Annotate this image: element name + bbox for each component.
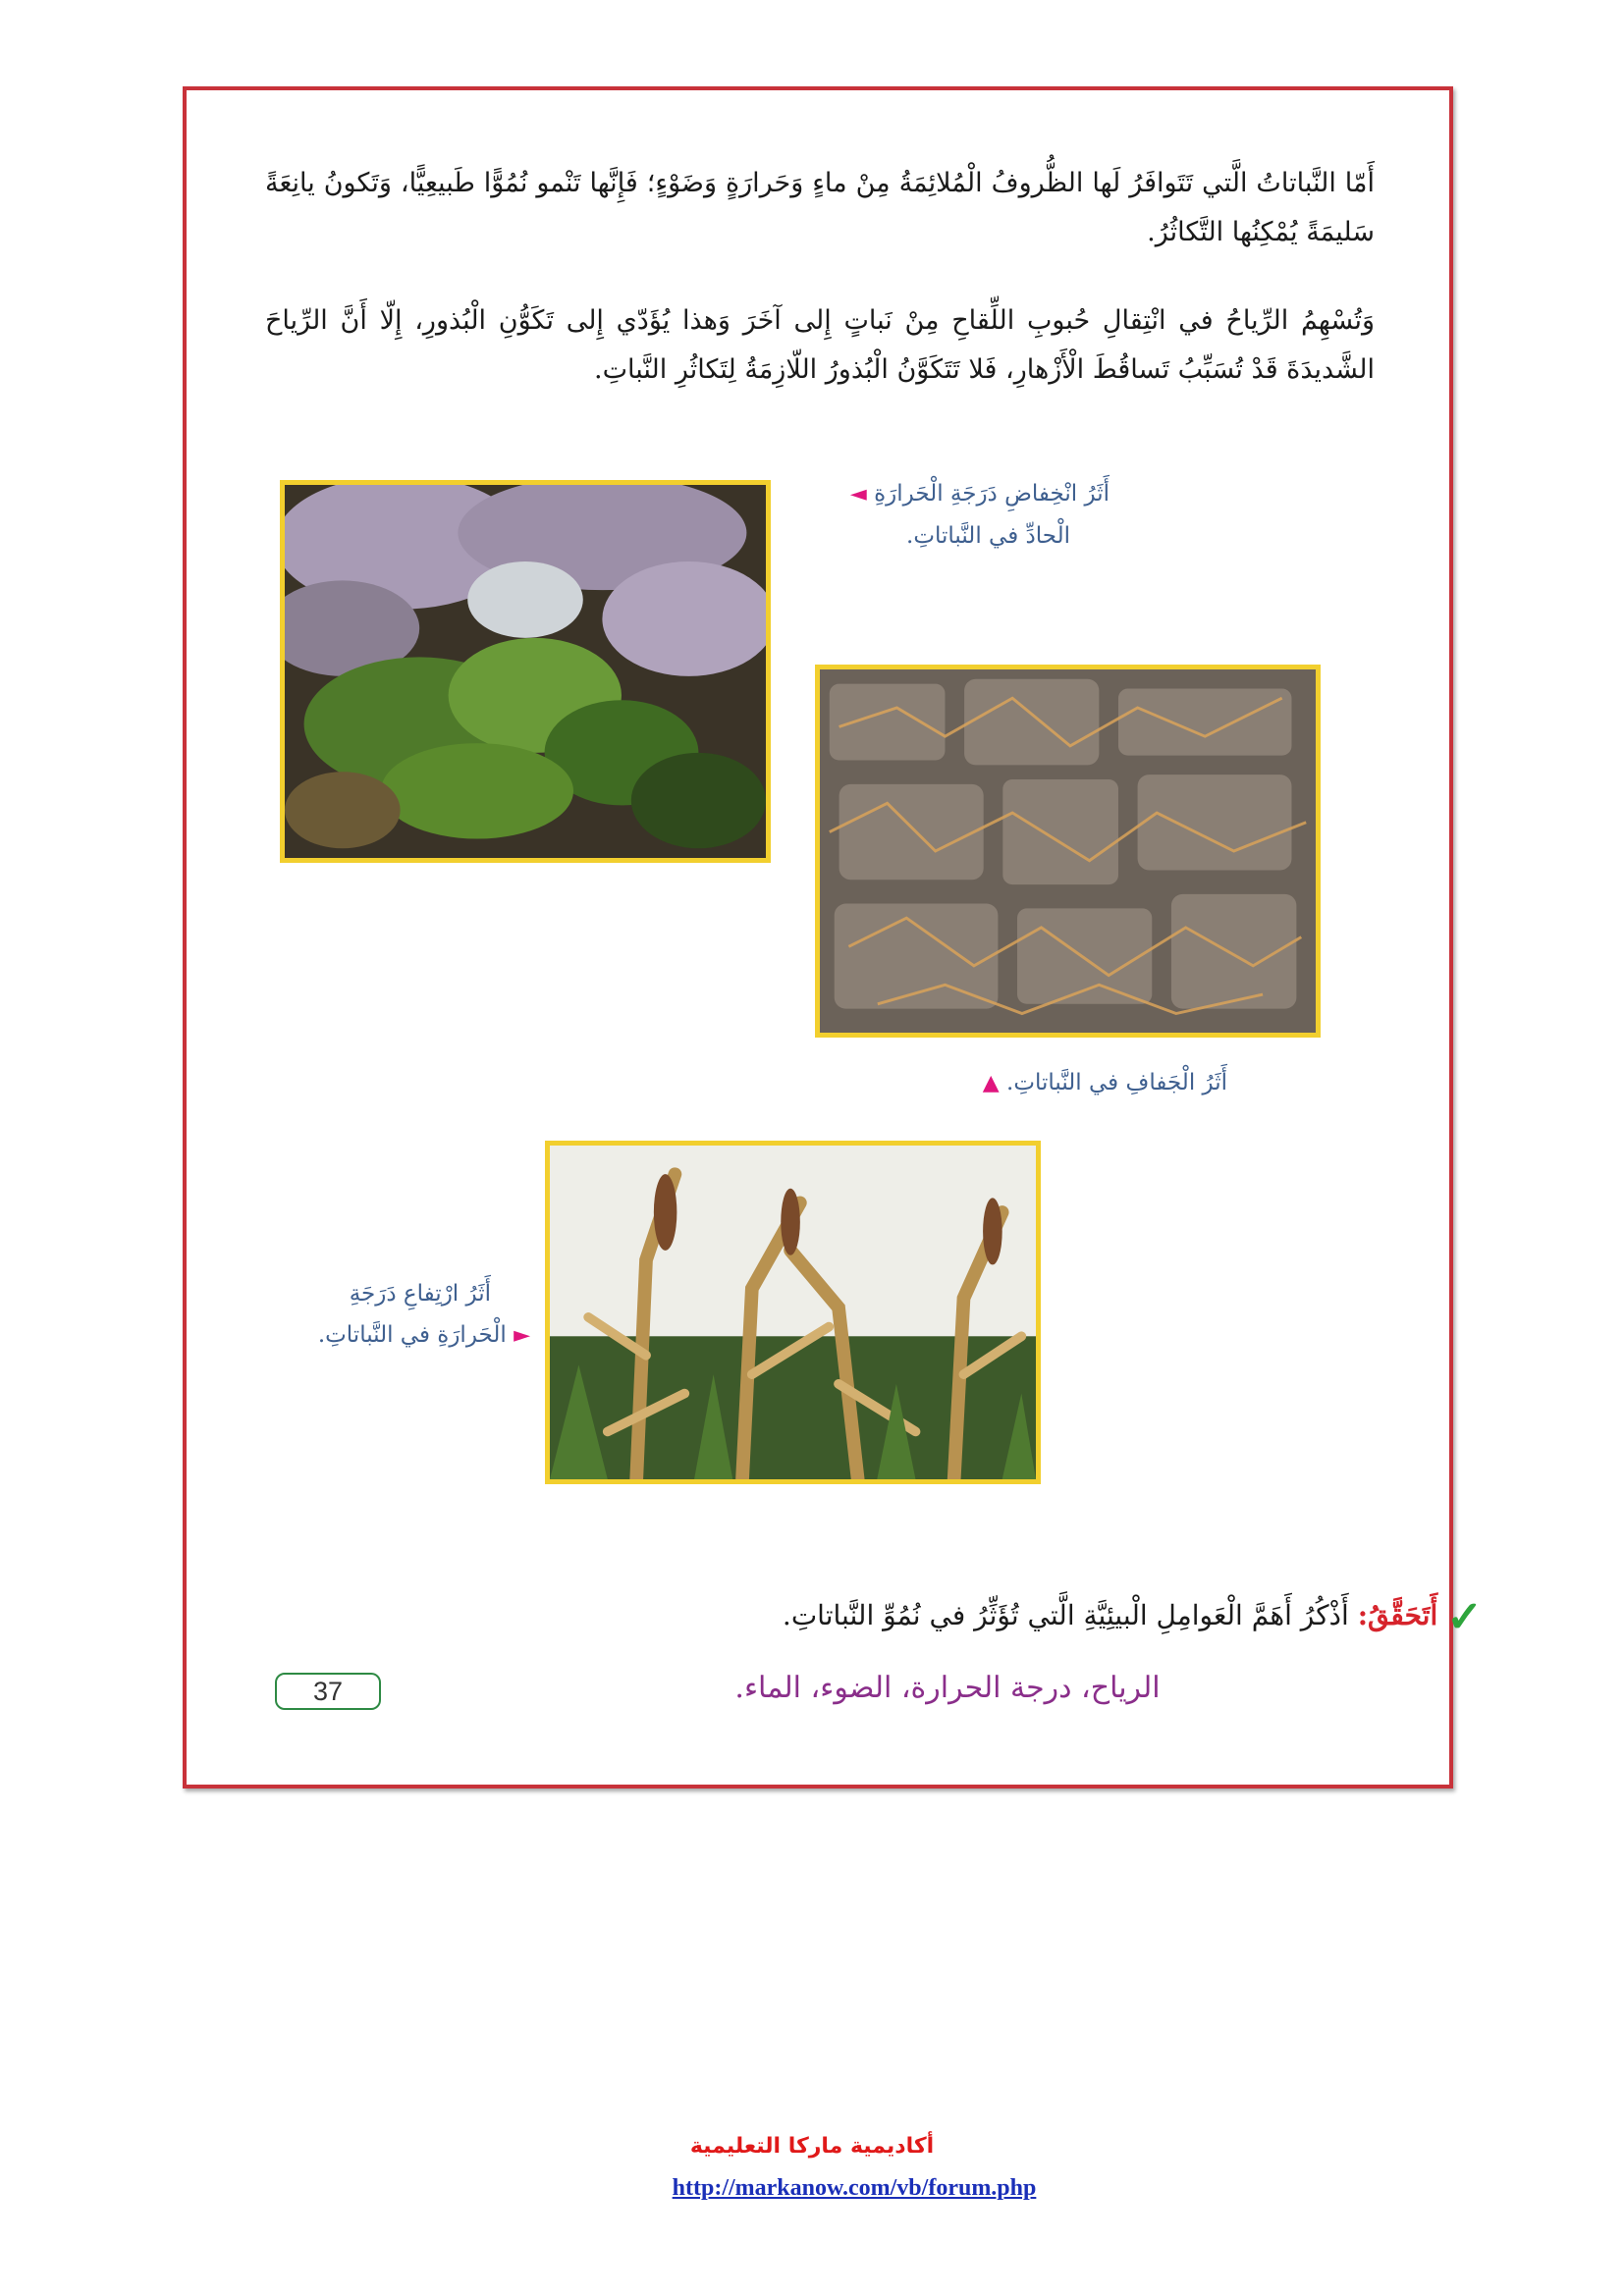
heat-caption-text2: الْحَرارَةِ في النَّباتاتِ. (317, 1322, 507, 1348)
drought-caption-text: أَثَرُ الْجَفافِ في النَّباتاتِ. (1006, 1070, 1227, 1095)
drought-soil-image (820, 669, 1316, 1033)
frost-plants-photo (280, 480, 771, 863)
footer-title: أكاديمية ماركا التعليمية (689, 2134, 935, 2159)
footer-link[interactable]: http://markanow.com/vb/forum.php (672, 2175, 1037, 2201)
heat-caption-line2 (236, 1314, 530, 1357)
frost-caption-text1: أَثَرُ انْخِفاضِ دَرَجَةِ الْحَرارَةِ (874, 481, 1110, 507)
heat-plants-photo (545, 1141, 1041, 1484)
check-question (481, 1592, 1483, 1651)
corn-field-image (550, 1146, 1036, 1479)
frost-caption-line2: الْحادِّ في النَّباتاتِ. (906, 523, 1070, 549)
frost-caption-line1 (785, 473, 1110, 515)
paragraph-wind-effect: وَتُسْهِمُ الرِّياحُ في انْتِقالِ حُبوبِ اللِّقاحِ مِنْ نَباتٍ إِلى آخَرَ وَهذا يُؤَدّي إِلى تَكَوُّنِ الْبُذورِ، إِلّا أَنَّ الرِّياحَ الشَّديدَةَ قَدْ تُسَبِّبُ تَساقُطَ الْأَزْهارِ، فَلا تَتَكَوَّنُ الْبُذورُ اللّازِمَةُ لِتَكاثُرِ النَّباتِ. (265, 305, 1375, 385)
heat-caption (236, 1273, 530, 1357)
heat-caption-line1: أَثَرُ ارْتِفاعِ دَرَجَةِ (349, 1281, 491, 1307)
frost-caption (785, 473, 1110, 557)
right-arrow-icon: ► (514, 1323, 530, 1348)
drought-photo (815, 665, 1321, 1038)
check-title: أَتَحَقَّقُ: (1357, 1599, 1438, 1631)
checkmark-icon: ✓ (1446, 1592, 1483, 1642)
page-frame (183, 86, 1483, 1789)
answer-text: الرياح، درجة الحرارة، الضوء، الماء. (734, 1671, 1161, 1705)
page-number: 37 (275, 1673, 381, 1710)
paragraph-growth-conditions: أَمّا النَّباتاتُ الَّتي تَتَوافَرُ لَها الظُّروفُ الْمُلائِمَةُ مِنْ ماءٍ وَحَرارَةٍ وَضَوْءٍ؛ فَإِنَّها تَنْمو نُمُوًّا طَبيعِيًّا، وَتَكونُ يانِعَةً سَليمَةً يُمْكِنُها التَّكاثُرُ. (265, 168, 1375, 247)
check-question-text: أَذْكُرُ أَهَمَّ الْعَوامِلِ الْبيئِيَّةِ الَّتي تُؤَثِّرُ في نُمُوِّ النَّباتاتِ. (782, 1599, 1349, 1631)
up-arrow-icon: ▲ (982, 1071, 1000, 1095)
drought-caption (893, 1062, 1227, 1104)
left-arrow-icon: ◄ (849, 482, 867, 507)
frost-plants-image (285, 485, 766, 858)
